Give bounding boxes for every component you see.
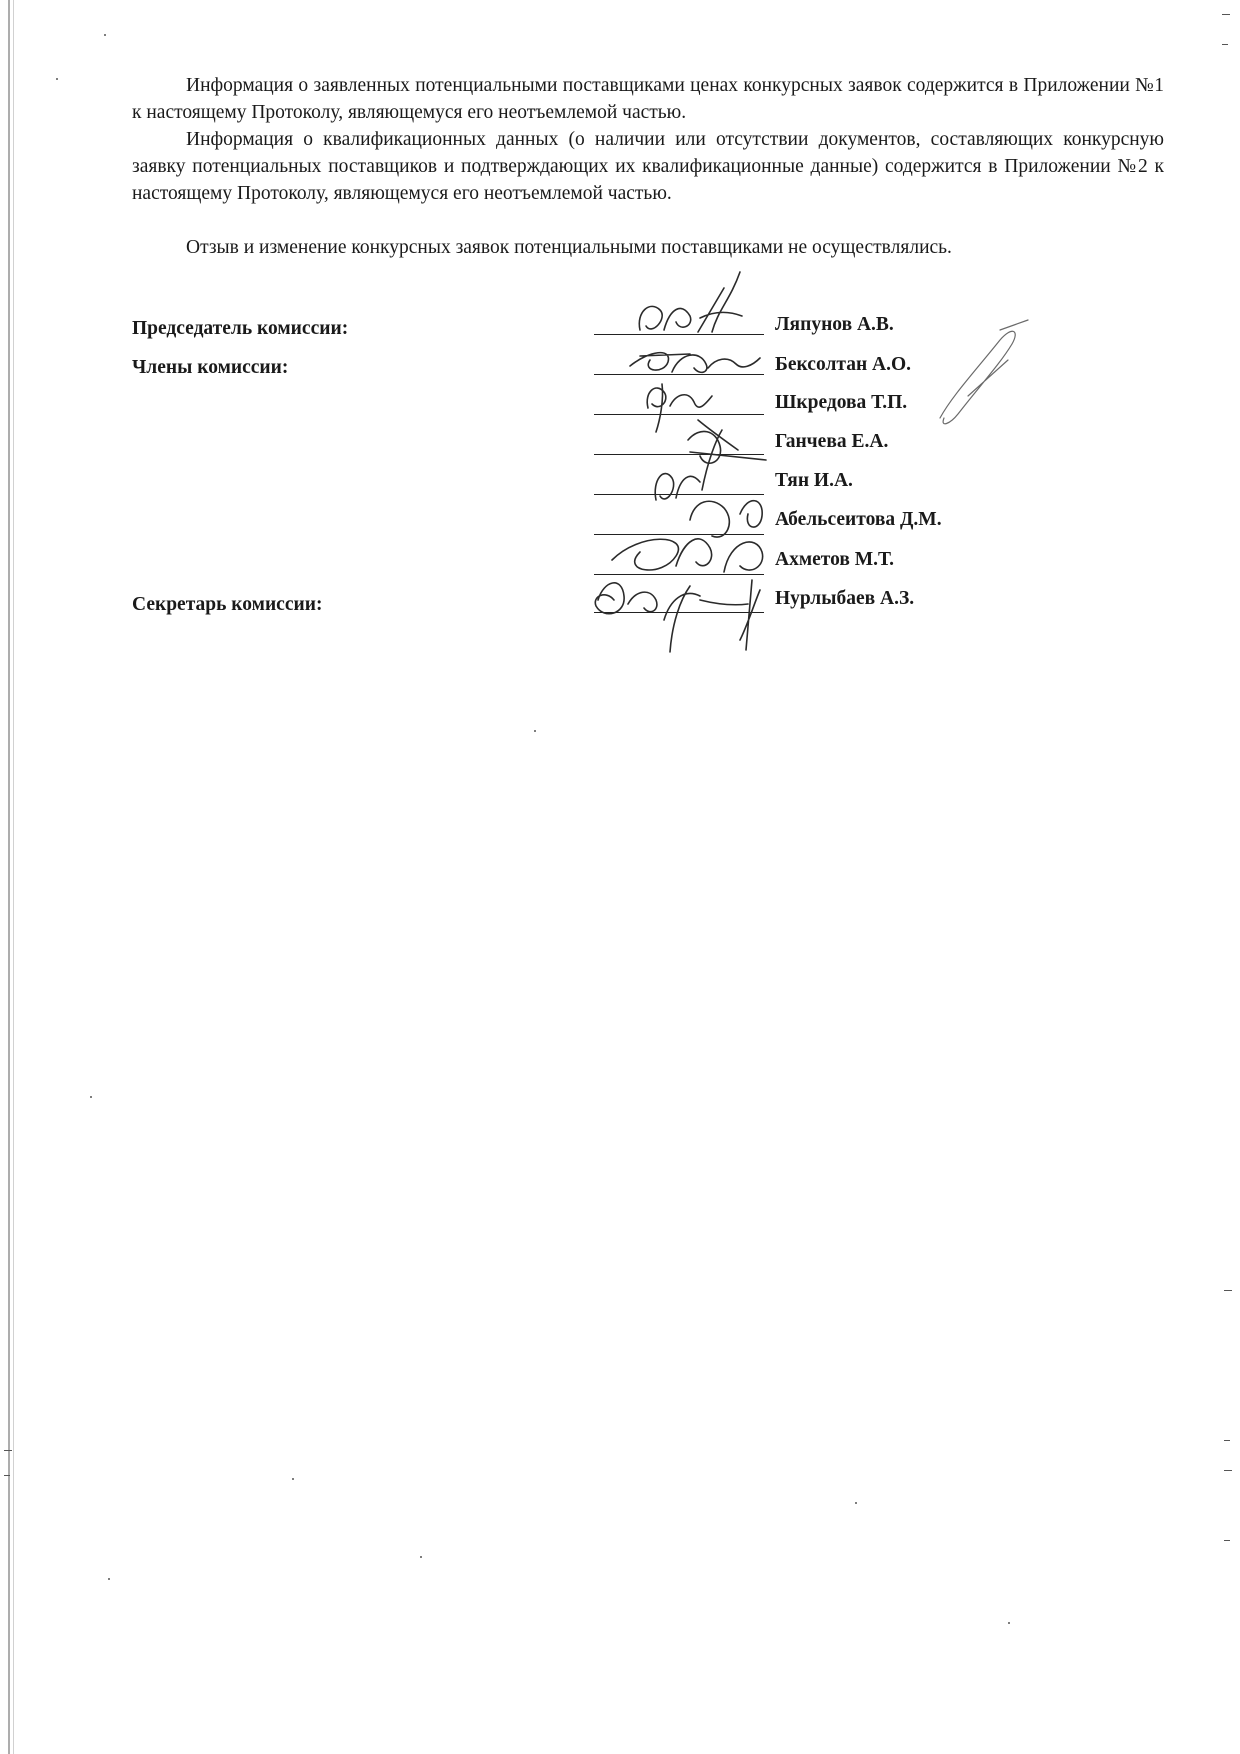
scan-mark — [4, 1475, 10, 1476]
scan-mark — [1224, 1440, 1230, 1441]
signatory-name: Нурлыбаев А.З. — [775, 588, 915, 609]
signature-line — [594, 534, 764, 535]
scan-mark — [1222, 14, 1230, 15]
signature-line — [594, 574, 764, 575]
signatory-name: Тян И.А. — [775, 470, 853, 491]
signature-line — [594, 414, 764, 415]
paragraph-prices: Информация о заявленных потенциальными поставщиками ценах конкурсных заявок содержится в Приложении №1 к настоящему Протоколу, являющемуся его неотъемлемой частью. — [132, 75, 1164, 123]
signatory-name: Бексолтан А.О. — [775, 354, 912, 375]
scan-mark — [1222, 44, 1228, 45]
signature-member-6 — [612, 539, 763, 572]
signature-member-5 — [690, 501, 762, 537]
signature-secretary — [595, 580, 760, 652]
signature-line — [594, 454, 764, 455]
scan-speck — [56, 78, 58, 80]
signature-line — [594, 374, 764, 375]
scan-speck — [104, 34, 106, 36]
scan-mark — [4, 1450, 12, 1451]
scan-edge-line — [8, 0, 10, 1754]
signature-member-4 — [655, 430, 722, 500]
paragraph-qualification: Информация о квалификационных данных (о наличии или отсутствии документов, составляющих конкурсную заявку потенциальных поставщиков и подтверждающих их квалификационные данные) содержится в Приложении №2 к настоящему Протоколу, являющемуся его неотъемлемой частью. — [132, 129, 1164, 204]
chair-label: Председатель комиссии: — [132, 318, 349, 339]
scan-speck — [1008, 1622, 1010, 1624]
paragraph-withdrawal: Отзыв и изменение конкурсных заявок потенциальными поставщиками не осуществлялись. — [186, 237, 952, 258]
signatory-name: Ганчева Е.А. — [775, 431, 889, 452]
scan-speck — [420, 1556, 422, 1558]
secretary-label: Секретарь комиссии: — [132, 594, 323, 615]
scan-mark — [1224, 1540, 1230, 1541]
signatory-name: Шкредова Т.П. — [775, 392, 908, 413]
scan-speck — [534, 730, 536, 732]
signature-line — [594, 494, 764, 495]
scan-mark — [1224, 1470, 1232, 1471]
scan-speck — [855, 1502, 857, 1504]
scan-edge-line — [13, 0, 14, 1754]
members-label: Члены комиссии: — [132, 357, 289, 378]
signatory-name: Ахметов М.Т. — [775, 549, 894, 570]
scan-speck — [292, 1478, 294, 1480]
signature-line — [594, 334, 764, 335]
signature-line — [594, 612, 764, 613]
scan-speck — [108, 1578, 110, 1580]
signatory-name: Абельсеитова Д.М. — [775, 509, 942, 530]
scan-speck — [90, 1096, 92, 1098]
signature-chair — [639, 272, 742, 332]
signatory-name: Ляпунов А.В. — [775, 314, 894, 335]
scan-mark — [1224, 1290, 1232, 1291]
signature-member-2 — [647, 384, 738, 450]
signature-member-3 — [688, 431, 766, 463]
signature-stray — [940, 320, 1028, 424]
signature-member-1 — [630, 353, 760, 373]
